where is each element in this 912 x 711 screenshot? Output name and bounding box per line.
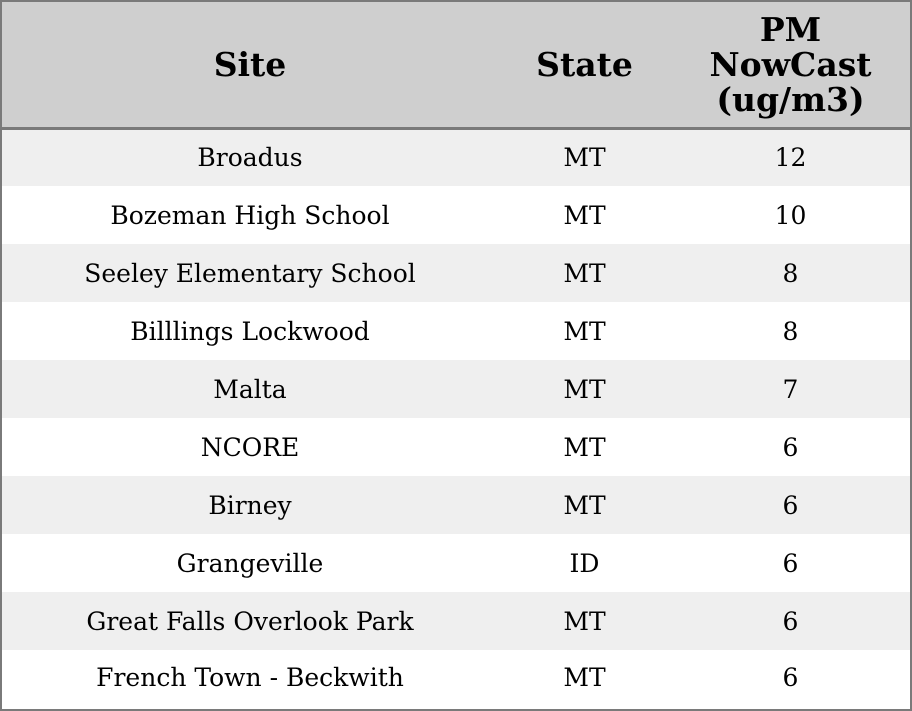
site-cell: Broadus [2,128,498,186]
pm-value-cell: 8 [671,244,910,302]
table-row [2,128,910,186]
table-body [2,128,910,705]
pm-value-cell: 6 [671,534,910,592]
header-row [2,2,910,128]
site-cell: Bozeman High School [2,186,498,244]
column-header-state-label: State [536,44,633,84]
pm-value-cell: 7 [671,360,910,418]
state-cell: MT [498,128,671,186]
pm-value-cell: 10 [671,186,910,244]
site-cell: Grangeville [2,534,498,592]
column-header-pm-line-2: NowCast [709,44,872,84]
site-cell: Billlings Lockwood [2,302,498,360]
pm-value-cell: 8 [671,302,910,360]
pm-nowcast-table [2,2,910,705]
site-cell: Malta [2,360,498,418]
pm-value-cell: 12 [671,128,910,186]
site-cell: French Town - Beckwith [2,650,498,705]
state-cell: MT [498,186,671,244]
state-cell: MT [498,302,671,360]
table-row [2,534,910,592]
state-cell: MT [498,418,671,476]
table-row [2,186,910,244]
site-cell: Birney [2,476,498,534]
table-row [2,418,910,476]
site-cell: Great Falls Overlook Park [2,592,498,650]
site-cell: Seeley Elementary School [2,244,498,302]
pm-value-cell: 6 [671,476,910,534]
table-row [2,360,910,418]
table-row [2,592,910,650]
pm-value-cell: 6 [671,592,910,650]
column-header-site [2,2,498,128]
column-header-state [498,2,671,128]
state-cell: MT [498,650,671,705]
column-header-pm-line-1: PM [759,9,822,49]
table-row [2,650,910,705]
site-cell: NCORE [2,418,498,476]
pm-value-cell: 6 [671,418,910,476]
column-header-pm-line-3: (ug/m3) [716,79,865,119]
state-cell: MT [498,360,671,418]
state-cell: MT [498,476,671,534]
column-header-site-label: Site [213,44,287,84]
state-cell: MT [498,592,671,650]
table-row [2,244,910,302]
state-cell: MT [498,244,671,302]
state-cell: ID [498,534,671,592]
table-row [2,302,910,360]
table-row [2,476,910,534]
pm-value-cell: 6 [671,650,910,705]
column-header-pm-nowcast [671,2,910,128]
